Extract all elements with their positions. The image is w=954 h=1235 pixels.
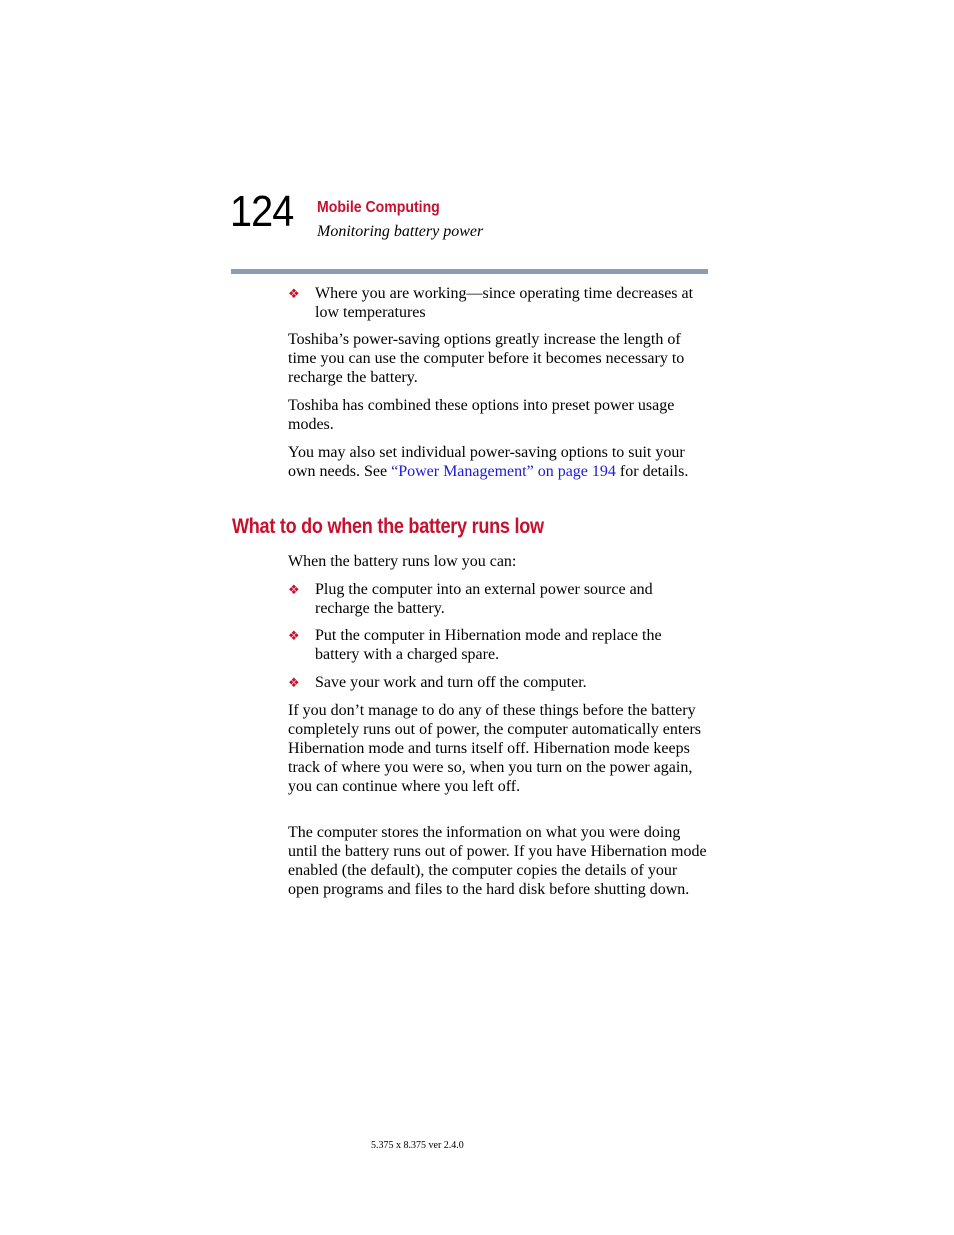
header-rule <box>231 269 708 274</box>
power-management-link[interactable]: “Power Management” on page 194 <box>391 463 616 480</box>
bullet-text: Plug the computer into an external power source and recharge the battery. <box>315 581 653 617</box>
paragraph: Toshiba has combined these options into preset power usage modes. <box>288 397 675 433</box>
page-number: 124 <box>230 187 294 236</box>
paragraph-text: for details. <box>615 463 689 480</box>
bullet-diamond-icon: ❖ <box>288 629 300 644</box>
section-subtitle: Monitoring battery power <box>317 223 484 240</box>
paragraph: If you don’t manage to do any of these things before the battery completely runs out of power, the computer automatically enters Hibernation mode and turns itself off. Hibernation mode keeps track of where you were so, when you turn on the power again, you can continue where you left off. <box>288 702 702 795</box>
bullet-text: Put the computer in Hibernation mode and replace the battery with a charged spare. <box>315 627 662 663</box>
bullet-diamond-icon: ❖ <box>288 287 300 302</box>
footer-version: 5.375 x 8.375 ver 2.4.0 <box>371 1140 464 1151</box>
paragraph-text: You may also set individual power-saving options to suit your own needs. See <box>288 444 685 480</box>
paragraph: The computer stores the information on what you were doing until the battery runs out of power. If you have Hibernation mode enabled (the default), the computer copies the details of your open programs and files to the hard disk before shutting down. <box>288 824 707 898</box>
bullet-diamond-icon: ❖ <box>288 583 300 598</box>
bullet-text: Save your work and turn off the computer. <box>315 674 587 691</box>
section-heading: What to do when the battery runs low <box>232 515 544 538</box>
paragraph: Toshiba’s power-saving options greatly increase the length of time you can use the computer before it becomes necessary to recharge the battery. <box>288 331 685 386</box>
intro-text: When the battery runs low you can: <box>288 553 517 570</box>
paragraph-with-link <box>288 443 708 481</box>
bullet-text: Where you are working—since operating time decreases at low temperatures <box>315 285 694 321</box>
bullet-diamond-icon: ❖ <box>288 676 300 691</box>
chapter-title: Mobile Computing <box>317 199 440 216</box>
